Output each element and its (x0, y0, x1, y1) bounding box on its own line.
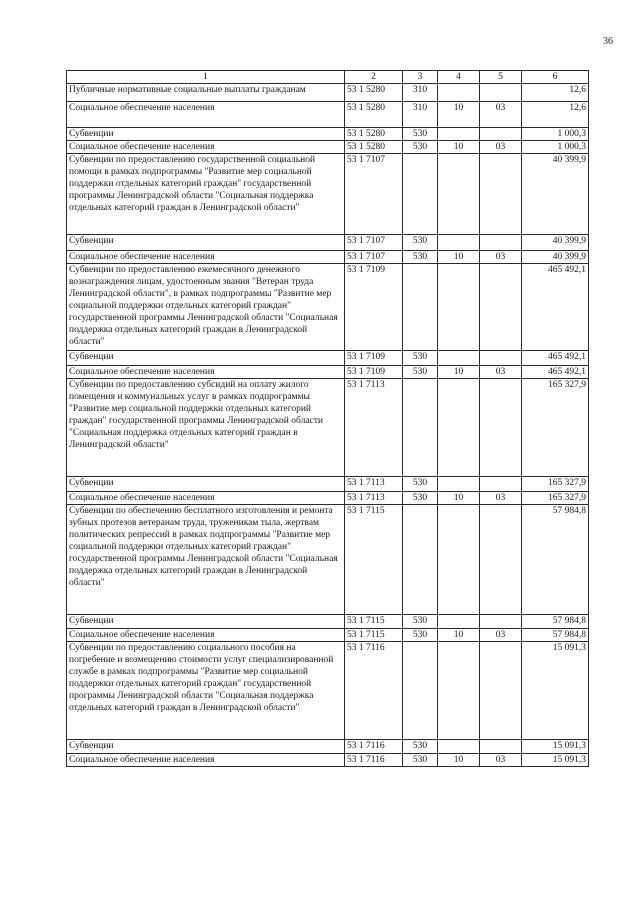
amount-value: 465 492,1 (522, 264, 589, 351)
target-article-code: 53 1 7115 (345, 505, 403, 615)
subsection-code (480, 154, 522, 235)
amount-value: 1 000,3 (522, 141, 589, 154)
expense-type-code: 310 (403, 84, 438, 102)
amount-value: 465 492,1 (522, 366, 589, 379)
table-row (67, 235, 589, 251)
table-row (67, 477, 589, 492)
expense-type-code: 530 (403, 492, 438, 505)
target-article-code: 53 1 7109 (345, 264, 403, 351)
row-name: Социальное обеспечение населения (67, 754, 345, 767)
row-name: Субвенции (67, 740, 345, 754)
table-row (67, 642, 589, 740)
table-row (67, 141, 589, 154)
section-code: 10 (438, 629, 480, 642)
section-code (438, 128, 480, 141)
expense-type-code: 530 (403, 235, 438, 251)
expense-type-code (403, 505, 438, 615)
row-name: Субвенции по обеспечению бесплатного изготовления и ремонта зубных протезов ветеранам труда, труженикам тыла, жертвам политических репрессий в рамках подпрограммы "Развитие мер социальной поддержки отдельных категорий граждан" государственной программы Ленинградской области "Социальная поддержка отдельных категорий граждан в Ленинградской области" (67, 505, 345, 615)
table-row (67, 754, 589, 767)
section-code (438, 615, 480, 629)
amount-value: 165 327,9 (522, 477, 589, 492)
section-code (438, 505, 480, 615)
subsection-code (480, 379, 522, 477)
amount-value: 165 327,9 (522, 492, 589, 505)
target-article-code: 53 1 7109 (345, 366, 403, 379)
target-article-code: 53 1 7107 (345, 251, 403, 264)
table-row (67, 128, 589, 141)
section-code: 10 (438, 366, 480, 379)
table-body (67, 84, 589, 767)
subsection-code: 03 (480, 141, 522, 154)
row-name: Публичные нормативные социальные выплаты гражданам (67, 84, 345, 102)
expense-type-code: 530 (403, 615, 438, 629)
table-row (67, 505, 589, 615)
expense-type-code: 530 (403, 754, 438, 767)
section-code: 10 (438, 492, 480, 505)
header-cell: 5 (480, 71, 522, 84)
header-row (67, 71, 589, 84)
row-name: Социальное обеспечение населения (67, 102, 345, 128)
amount-value: 465 492,1 (522, 351, 589, 366)
table-row (67, 366, 589, 379)
amount-value: 15 091,3 (522, 740, 589, 754)
amount-value: 12,6 (522, 84, 589, 102)
subsection-code (480, 740, 522, 754)
row-name: Социальное обеспечение населения (67, 251, 345, 264)
target-article-code: 53 1 7113 (345, 379, 403, 477)
row-name: Субвенции по предоставлению государственной социальной помощи в рамках подпрограммы "Развитие мер социальной поддержки отдельных категорий граждан" государственной программы Ленинградской области "Социальная поддержка отдельных категорий граждан в Ленинградской области" (67, 154, 345, 235)
target-article-code: 53 1 7113 (345, 477, 403, 492)
section-code: 10 (438, 251, 480, 264)
header-cell: 6 (522, 71, 589, 84)
subsection-code: 03 (480, 754, 522, 767)
target-article-code: 53 1 7115 (345, 629, 403, 642)
table-row (67, 379, 589, 477)
table-row (67, 154, 589, 235)
table-row (67, 251, 589, 264)
target-article-code: 53 1 7116 (345, 754, 403, 767)
expense-type-code: 310 (403, 102, 438, 128)
expense-type-code (403, 154, 438, 235)
subsection-code (480, 642, 522, 740)
table-row (67, 492, 589, 505)
section-code (438, 642, 480, 740)
target-article-code: 53 1 5280 (345, 141, 403, 154)
row-name: Субвенции (67, 128, 345, 141)
row-name: Социальное обеспечение населения (67, 141, 345, 154)
amount-value: 1 000,3 (522, 128, 589, 141)
subsection-code (480, 477, 522, 492)
subsection-code (480, 264, 522, 351)
subsection-code: 03 (480, 102, 522, 128)
target-article-code: 53 1 7109 (345, 351, 403, 366)
header-cell: 2 (345, 71, 403, 84)
expense-type-code (403, 379, 438, 477)
section-code (438, 477, 480, 492)
header-cell: 3 (403, 71, 438, 84)
table-row (67, 351, 589, 366)
section-code: 10 (438, 754, 480, 767)
section-code: 10 (438, 141, 480, 154)
amount-value: 165 327,9 (522, 379, 589, 477)
section-code (438, 379, 480, 477)
row-name: Социальное обеспечение населения (67, 492, 345, 505)
section-code (438, 154, 480, 235)
amount-value: 40 399,9 (522, 251, 589, 264)
row-name: Субвенции (67, 351, 345, 366)
amount-value: 40 399,9 (522, 154, 589, 235)
subsection-code (480, 84, 522, 102)
expense-type-code: 530 (403, 366, 438, 379)
row-name: Субвенции по предоставлению социального пособия на погребение и возмещению стоимости услуг специализированной службе в рамках подпрограммы "Развитие мер социальной поддержки отдельных категорий граждан" государственной программы Ленинградской области "Социальная поддержка отдельных категорий граждан в Ленинградской области" (67, 642, 345, 740)
table-row (67, 102, 589, 128)
row-name: Субвенции (67, 615, 345, 629)
expense-type-code: 530 (403, 740, 438, 754)
subsection-code: 03 (480, 366, 522, 379)
row-name: Социальное обеспечение населения (67, 366, 345, 379)
amount-value: 15 091,3 (522, 754, 589, 767)
section-code (438, 84, 480, 102)
expense-type-code (403, 642, 438, 740)
row-name: Социальное обеспечение населения (67, 629, 345, 642)
target-article-code: 53 1 7116 (345, 740, 403, 754)
target-article-code: 53 1 5280 (345, 84, 403, 102)
target-article-code: 53 1 7107 (345, 235, 403, 251)
target-article-code: 53 1 7107 (345, 154, 403, 235)
target-article-code: 53 1 5280 (345, 128, 403, 141)
expense-type-code: 530 (403, 351, 438, 366)
expense-type-code: 530 (403, 477, 438, 492)
target-article-code: 53 1 7116 (345, 642, 403, 740)
target-article-code: 53 1 5280 (345, 102, 403, 128)
amount-value: 57 984,8 (522, 505, 589, 615)
subsection-code: 03 (480, 251, 522, 264)
row-name: Субвенции (67, 235, 345, 251)
subsection-code: 03 (480, 492, 522, 505)
row-name: Субвенции по предоставлению субсидий на оплату жилого помещения и коммунальных услуг в рамках подпрограммы "Развитие мер социальной поддержки отдельных категорий граждан" государственной программы Ленинградской области "Социальная поддержка отдельных категорий граждан в Ленинградской области" (67, 379, 345, 477)
expense-type-code (403, 264, 438, 351)
section-code (438, 351, 480, 366)
section-code (438, 235, 480, 251)
row-name: Субвенции по предоставлению ежемесячного денежного вознаграждения лицам, удостоенным звания "Ветеран труда Ленинградской области", в рамках подпрограммы "Развитие мер социальной поддержки отдельных категорий граждан" государственной программы Ленинградской области "Социальная поддержка отдельных категорий граждан в Ленинградской области" (67, 264, 345, 351)
section-code: 10 (438, 102, 480, 128)
budget-table (66, 70, 589, 767)
section-code (438, 740, 480, 754)
amount-value: 40 399,9 (522, 235, 589, 251)
expense-type-code: 530 (403, 251, 438, 264)
subsection-code (480, 505, 522, 615)
expense-type-code: 530 (403, 141, 438, 154)
subsection-code: 03 (480, 629, 522, 642)
amount-value: 15 091,3 (522, 642, 589, 740)
header-cell: 1 (67, 71, 345, 84)
target-article-code: 53 1 7115 (345, 615, 403, 629)
subsection-code (480, 128, 522, 141)
table-row (67, 629, 589, 642)
amount-value: 57 984,8 (522, 615, 589, 629)
target-article-code: 53 1 7113 (345, 492, 403, 505)
row-name: Субвенции (67, 477, 345, 492)
header-cell: 4 (438, 71, 480, 84)
amount-value: 57 984,8 (522, 629, 589, 642)
table-row (67, 264, 589, 351)
subsection-code (480, 351, 522, 366)
subsection-code (480, 615, 522, 629)
table-row (67, 615, 589, 629)
expense-type-code: 530 (403, 128, 438, 141)
section-code (438, 264, 480, 351)
table-row (67, 84, 589, 102)
page-number: 36 (603, 36, 613, 47)
subsection-code (480, 235, 522, 251)
amount-value: 12,6 (522, 102, 589, 128)
expense-type-code: 530 (403, 629, 438, 642)
table-row (67, 740, 589, 754)
